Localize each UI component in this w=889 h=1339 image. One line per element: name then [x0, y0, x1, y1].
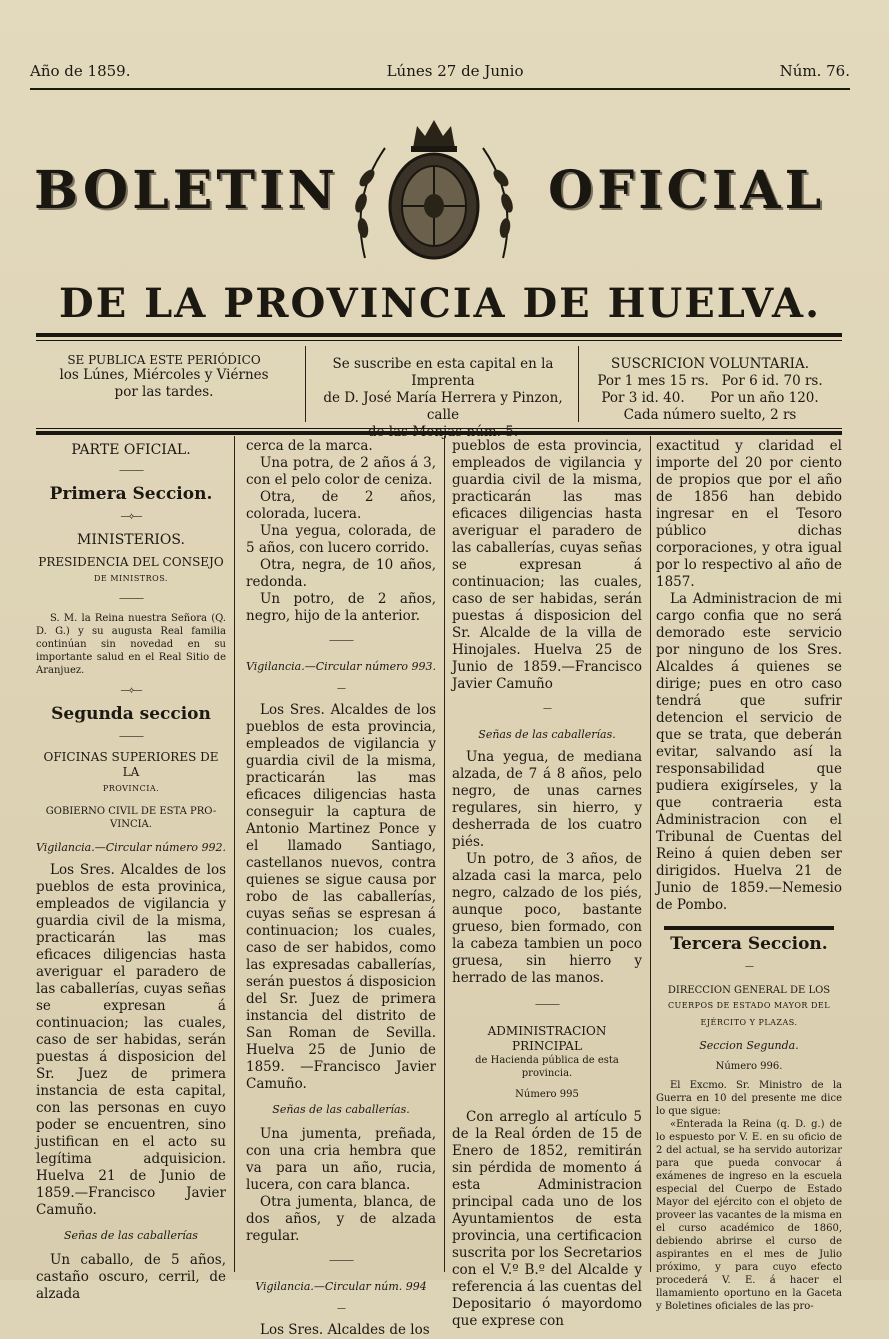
reina-notice: S. M. la Reina nuestra Señora (Q. D. G.) y su augusta Real familia continúan sin novedad en su importante salud en el Real Sitio de Aranjuez. [36, 613, 226, 676]
column-2: cerca de la marca. Una potra, de 2 años á 3, con el pelo color de ceniza. Otra, de 2 años, colorada, lucera. Una yegua, colorada, de 5 años, con lucero corrido. Otra, negra, de 10 años, redonda. Un potro, de 2 años, negro, hijo de la anterior. ——— Vigilancia.—Circular número 993. — Los Sres. Alcaldes de los pueblos de esta provincia, empleados de vigilancia y guardia civil de la misma, practicarán las mas eficaces diligencias hasta conseguir la captura de Antonio Martinez Ponce y el llamado Santiago, castellanos nuevos, contra quienes se sigue causa por robo de las caballerías, cuyas señas se espresan á continuacion; los cuales, caso de ser habidos, como las expresadas caballerías, serán puestos á disposicion del Sr. Juez de primera instancia del distrito de San Roman de Sevilla. Huelva 25 de Junio de 1859. —Francisco Javier Camuño. Señas de las caballerías. Una jumenta, preñada, con una cria hembra que va para un año, rucia, lucera, con cara blanca. Otra jumenta, blanca, de dos años, y de alzada regular. ——— Vigilancia.—Circular núm. 994 — Los Sres. Alcaldes de los [246, 438, 436, 1338]
title-right: OFICIAL [548, 160, 826, 221]
text-992: Los Sres. Alcaldes de los pueblos de esta provinica, empleados de vigilancia y guardia civil de la misma, practicarán las mas eficaces diligencias hasta averiguar el paradero de las caballerías, cuyas señas se expresan á continuacion; las cuales, caso de ser habidas, serán puestas á disposicion del Sr. Juez de primera instancia de esta capital, con las personas en cuyo poder se encuentren, sino justifican en el acto su legítima adquisicion. Huelva 21 de Junio de 1859.—Francisco Javier Camuño. [36, 862, 226, 1218]
text-993: Los Sres. Alcaldes de los pueblos de esta provincia, empleados de vigilancia y guardia civil de la misma, practicarán las mas eficaces diligencias hasta conseguir la captura de Antonio Martinez Ponce y el llamado Santiago, castellanos nuevos, contra quienes se sigue causa por robo de las caballerías, cuyas señas se espresan á continuacion; los cuales, caso de ser habidos, como las expresadas caballerías, serán puestos á disposicion del Sr. Juez de primera instancia del distrito de San Roman de Sevilla. Huelva 25 de Junio de 1859. —Francisco Javier Camuño. [246, 702, 436, 1092]
masthead-top-line [30, 62, 850, 80]
circular-992: Vigilancia.—Circular número 992. [36, 841, 226, 854]
presidencia-heading: PRESIDENCIA DEL CONSEJO [38, 555, 224, 569]
coat-of-arms-icon [345, 118, 523, 268]
administracion-heading: ADMINISTRACION PRINCIPAL [487, 1024, 607, 1053]
tercera-seccion-heading: Tercera Seccion. [670, 934, 828, 954]
oficinas-heading: OFICINAS SUPERIORES DE LA [43, 750, 219, 779]
parte-oficial-heading: PARTE OFICIAL. [71, 442, 191, 458]
ministerios-heading: MINISTERIOS. [77, 532, 185, 548]
header-rule-top [36, 333, 842, 337]
issue-date: Lúnes 27 de Junio [386, 62, 524, 80]
issue-number: Núm. 76. [779, 62, 850, 80]
voluntary-subscription: SUSCRICION VOLUNTARIA. Por 1 mes 15 rs. Por 6 id. 70 rs. Por 3 id. 40. Por un año 120. Cada número suelto, 2 rs [597, 356, 823, 423]
circular-994: Vigilancia.—Circular núm. 994 [255, 1280, 427, 1293]
segunda-seccion-heading: Segunda seccion [51, 704, 211, 724]
issue-year: Año de 1859. [30, 62, 131, 80]
direccion-heading: DIRECCION GENERAL DE LOS [667, 985, 831, 996]
publish-info: SE PUBLICA ESTE PERIÓDICO los Lúnes, Miércoles y Viérnes por las tardes. [59, 353, 269, 400]
top-rule [30, 88, 850, 90]
subscribe-info: Se suscribe en esta capital en la Imprenta de D. José María Herrera y Pinzon, calle [323, 356, 563, 423]
column-4: exactitud y claridad el importe del 20 por ciento de propios que por el año de 1856 han debido ingresar en el Tesoro público dichas corporaciones, y otra igual por lo respectivo al año de 1857. La Administracion de mi cargo confia que no será demorado este servicio por ninguno de los Sres. Alcaldes á quienes se dirige; pues en otro caso tendrá que sufrir detencion el servicio de que se trata, que deberán evitar, salvando así la responsabilidad que pudiera exigírseles, y la que contraeria esta Administracion con el Tribunal de Cuentas del Reino á quien deben ser dirigidos. Huelva 21 de Junio de 1859.—Nemesio de Pombo. Tercera Seccion. — DIRECCION GENERAL DE LOS CUERPOS DE ESTADO MAYOR DEL EJÉRCITO Y PLAZAS. Seccion Segunda. Número 996. El Excmo. Sr. Ministro de la Guerra en 10 del presente me dice lo que sigue: «Enterada la Reina (q. D. g.) de lo espuesto por V. E. en su oficio de 2 del actual, se ha servido autorizar para que pueda convocar á exámenes de ingreso en la escuela especial del Cuerpo de Estado Mayor del ejército con el objeto de proveer las vacantes de la misma en el curso académico de 1860, debiendo abrirse el curso de aspirantes en el mes de Julio próximo, y para cuyo efecto procederá V. E. á hacer el llamamiento oportuno en la Gaceta y Boletines oficiales de las pro- [656, 438, 842, 1312]
header-rule-bottom [36, 431, 842, 435]
newspaper-subtitle: DE LA PROVINCIA DE HUELVA. [59, 280, 821, 327]
column-1: PARTE OFICIAL. ——— Primera Seccion. —⟡— MINISTERIOS. PRESIDENCIA DEL CONSEJO DE MINISTROS. ——— S. M. la Reina nuestra Señora (Q. D. G.) y su augusta Real familia continúan sin novedad en su importante salud en el Real Sitio de Aranjuez. —⟡— Segunda seccion ——— OFICINAS SUPERIORES DE LA PROVINCIA. GOBIERNO CIVIL DE ESTA PRO-VINCIA. Vigilancia.—Circular número 992. Los Sres. Alcaldes de los pueblos de esta provinica, empleados de vigilancia y guardia civil de la misma, practicarán las mas eficaces diligencias hasta averiguar el paradero de las caballerías, cuyas señas se expresan á continuacion; las cuales, caso de ser habidas, serán puestas á disposicion del Sr. Juez de primera instancia de esta capital, con las personas en cuyo poder se encuentren, sino justifican en el acto su legítima adquisicion. Huelva 21 de Junio de 1859.—Francisco Javier Camuño. Señas de las caballerías Un caballo, de 5 años, castaño oscuro, cerril, de alzada [36, 442, 226, 1302]
column-3: pueblos de esta provincia, empleados de vigilancia y guardia civil de la misma, practicarán las mas eficaces diligencias hasta averiguar el paradero de las caballerías, cuyas señas se expresan á continuacion; las cuales, caso de ser habidas, serán puestas á disposicion del Sr. Alcalde de la villa de Hinojales. Huelva 25 de Junio de 1859.—Francisco Javier Camuño — Señas de las caballerías. Una yegua, de mediana alzada, de 7 á 8 años, pelo negro, de unas carnes regulares, sin hierro, y desherrada de los cuatro piés. Un potro, de 3 años, de alzada casi la marca, pelo negro, calzado de los piés, aunque poco, bastante grueso, bien formado, con la cabeza tambien un poco gruesa, sin hierro y herrado de las manos. ——— ADMINISTRACION PRINCIPAL de Hacienda pública de esta provincia. Número 995 Con arreglo al artículo 5 de la Real órden de 15 de Enero de 1852, remitirán sin pérdida de momento á esta Administracion principal cada uno de los Ayuntamientos de esta provincia, una certificacion suscrita por los Secretarios con el V.º B.º del Alcalde y referencia á las cuentas del Depositario ó mayordomo que exprese con [452, 438, 642, 1329]
title-left: BOLETIN [34, 160, 339, 221]
gobierno-heading: GOBIERNO CIVIL DE ESTA PRO-VINCIA. [45, 806, 217, 830]
primera-seccion-heading: Primera Seccion. [49, 484, 213, 504]
circular-993: Vigilancia.—Circular número 993. [246, 660, 436, 673]
